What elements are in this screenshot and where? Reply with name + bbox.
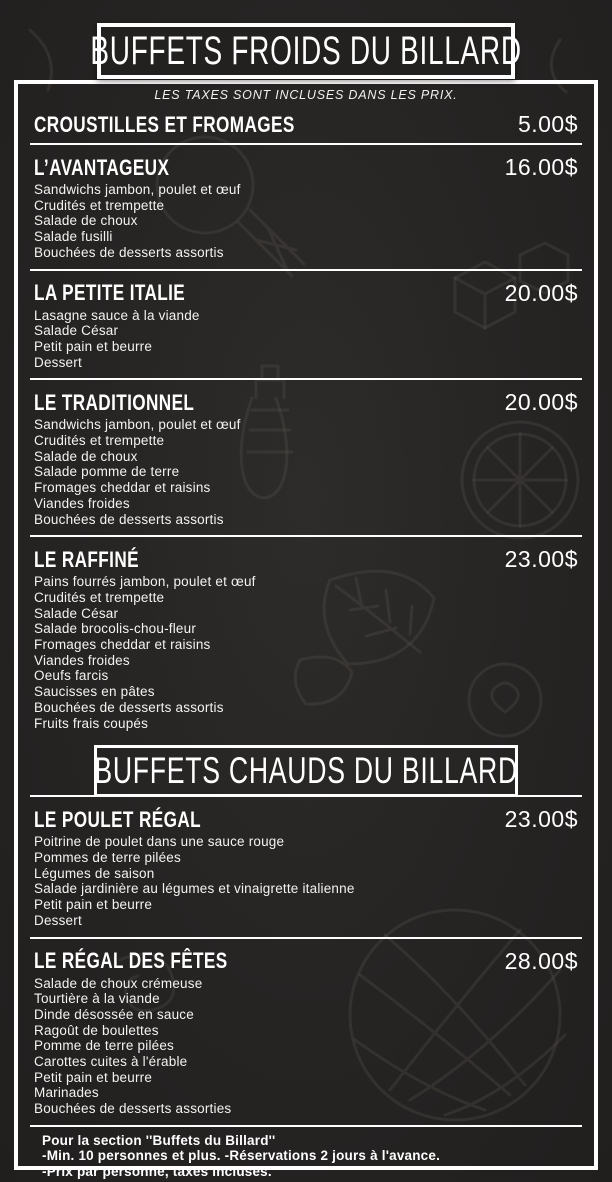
hot-sections <box>34 806 578 1127</box>
menu-section <box>34 389 578 527</box>
section-header-row <box>34 806 578 833</box>
section-name: CROUSTILLES ET FROMAGES <box>34 111 295 137</box>
tax-note: LES TAXES SONT INCLUSES DANS LES PRIX. <box>154 88 458 102</box>
menu-item: Petit pain et beurre <box>34 1069 153 1085</box>
menu-section <box>34 806 578 928</box>
menu-item: Viandes froides <box>34 652 130 668</box>
section-price: 20.00$ <box>504 389 578 416</box>
section-price: 23.00$ <box>504 806 578 833</box>
section-divider <box>30 378 582 380</box>
menu-item: Bouchées de desserts assorties <box>34 1101 232 1117</box>
menu-section <box>34 948 578 1117</box>
menu-item: Dessert <box>34 912 82 928</box>
section-price: 28.00$ <box>504 947 578 974</box>
section-divider <box>30 143 582 145</box>
section-name: LA PETITE ITALIE <box>34 280 186 306</box>
section-divider <box>30 937 582 939</box>
menu-item: Salade César <box>34 605 119 621</box>
menu-item: Pommes de terre pilées <box>34 849 181 865</box>
cold-menu-title-box <box>90 23 522 79</box>
section-price: 16.00$ <box>504 154 578 180</box>
menu-frame <box>14 80 598 1179</box>
menu-item: Ragoût de boulettes <box>34 1022 159 1038</box>
menu-item: Carottes cuites à l'érable <box>34 1054 188 1070</box>
menu-section <box>34 280 578 371</box>
menu-item: Salade César <box>34 323 119 339</box>
menu-item: Salade pomme de terre <box>34 464 180 480</box>
section-price: 20.00$ <box>504 279 578 306</box>
hot-menu-title: BUFFETS CHAUDS DU BILLARD <box>94 750 518 792</box>
hot-menu-title-box <box>94 745 518 797</box>
menu-item: Légumes de saison <box>34 865 155 881</box>
section-price: 23.00$ <box>504 546 578 573</box>
section-items <box>34 308 578 371</box>
menu-item: Viandes froides <box>34 495 130 511</box>
menu-item: Fruits frais coupés <box>34 715 149 731</box>
section-header-row <box>34 280 578 307</box>
section-items <box>34 834 578 928</box>
menu-item: Bouchées de desserts assortis <box>34 511 224 527</box>
section-header-row <box>34 546 578 573</box>
footer-line-2: -Min. 10 personnes et plus. -Réservations 2 jours à l'avance. <box>42 1148 441 1164</box>
section-items <box>34 976 578 1117</box>
menu-item: Crudités et trempette <box>34 197 165 213</box>
menu-item: Oeufs farcis <box>34 668 109 684</box>
menu-section <box>34 154 578 261</box>
menu-item: Sandwichs jambon, poulet et œuf <box>34 417 241 433</box>
menu-item: Pains fourrés jambon, poulet et œuf <box>34 574 256 590</box>
section-name: LE RAFFINÉ <box>34 546 139 572</box>
menu-item: Pomme de terre pilées <box>34 1038 175 1054</box>
menu-item: Salade fusilli <box>34 229 113 245</box>
menu-item: Tourtière à la viande <box>34 991 160 1007</box>
menu-item: Salade de choux <box>34 213 138 229</box>
footer-line-3: -Prix par personne, taxes incluses. <box>42 1163 272 1179</box>
menu-item: Sandwichs jambon, poulet et œuf <box>34 182 241 197</box>
section-header-row <box>34 389 578 416</box>
menu-item: Saucisses en pâtes <box>34 684 155 700</box>
footer-note <box>34 1127 578 1180</box>
section-name: LE POULET RÉGAL <box>34 806 201 832</box>
menu-item: Dessert <box>34 354 82 370</box>
menu-item: Crudités et trempette <box>34 589 165 605</box>
section-header-row <box>34 948 578 975</box>
menu-section <box>34 111 578 138</box>
menu-section <box>34 546 578 731</box>
footer-line-1: Pour la section ''Buffets du Billard'' <box>42 1132 276 1148</box>
menu-item: Bouchées de desserts assortis <box>34 699 224 715</box>
section-items <box>34 182 578 261</box>
menu-item: Poitrine de poulet dans une sauce rouge <box>34 834 285 850</box>
menu-item: Marinades <box>34 1085 99 1101</box>
section-header-row <box>34 154 578 181</box>
menu-item: Dinde désossée en sauce <box>34 1006 194 1022</box>
section-name: LE TRADITIONNEL <box>34 389 195 415</box>
section-name: LE RÉGAL DES FÊTES <box>34 948 228 973</box>
menu-item: Petit pain et beurre <box>34 897 153 913</box>
menu-item: Petit pain et beurre <box>34 338 153 354</box>
cold-menu-title: BUFFETS FROIDS DU BILLARD <box>90 28 522 73</box>
section-price: 5.00$ <box>517 111 578 137</box>
menu-item: Fromages cheddar et raisins <box>34 480 211 496</box>
cold-sections <box>34 111 578 731</box>
section-divider <box>30 535 582 537</box>
menu-item: Salade jardinière au légumes et vinaigrette italienne <box>34 881 355 897</box>
section-divider <box>30 269 582 271</box>
menu-item: Salade brocolis-chou-fleur <box>34 621 197 637</box>
menu-item: Salade de choux crémeuse <box>34 975 203 991</box>
menu-item: Lasagne sauce à la viande <box>34 307 200 323</box>
menu-item: Fromages cheddar et raisins <box>34 637 211 653</box>
section-name: L’AVANTAGEUX <box>34 154 170 180</box>
menu-item: Salade de choux <box>34 448 138 464</box>
section-header-row <box>34 111 578 138</box>
menu-item: Crudités et trempette <box>34 433 165 449</box>
section-items <box>34 417 578 527</box>
section-items <box>34 574 578 731</box>
menu-item: Bouchées de desserts assortis <box>34 244 224 260</box>
